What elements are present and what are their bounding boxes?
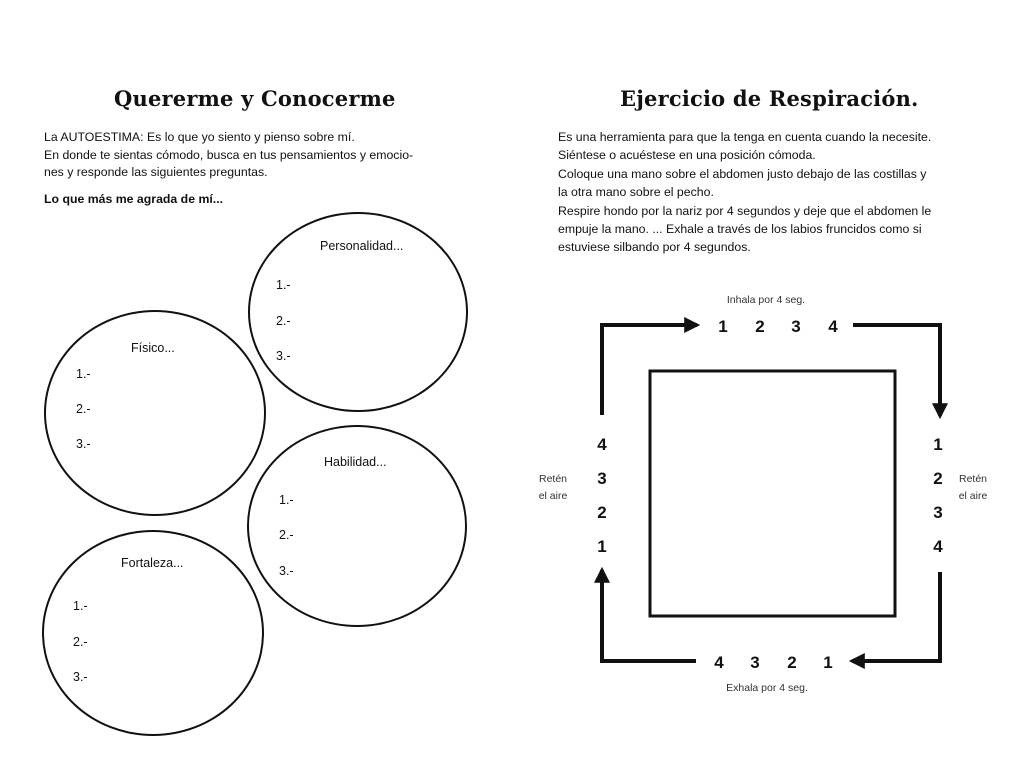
fortaleza-item-3: 3.- <box>73 670 88 684</box>
paragraph-line-2: Siéntese o acuéstese en una posición cómoda. <box>558 148 816 162</box>
paragraph-line-7: estuviese silbando por 4 segundos. <box>558 240 751 254</box>
intro-line-2: En donde te sientas cómodo, busca en tus pensamientos y emocio- <box>44 148 414 162</box>
right-count-1: 1 <box>933 435 943 454</box>
personalidad-item-2: 2.- <box>276 314 291 328</box>
intro-line-3: nes y responde las siguientes preguntas. <box>44 165 268 179</box>
fisico-item-3: 3.- <box>76 437 91 451</box>
bottom-count-1: 4 <box>714 653 724 672</box>
fisico-item-1: 1.- <box>76 367 91 381</box>
circle-label-fortaleza: Fortaleza... <box>121 556 184 570</box>
subheading: Lo que más me agrada de mí... <box>44 192 224 206</box>
paragraph-line-6: empuje la mano. ... Exhale a través de los labios fruncidos como si <box>558 222 922 236</box>
top-label: Inhala por 4 seg. <box>726 294 806 306</box>
fortaleza-item-1: 1.- <box>73 599 88 613</box>
left-page-title: Quererme y Conocerme <box>114 86 396 111</box>
habilidad-item-1: 1.- <box>279 493 294 507</box>
fortaleza-item-2: 2.- <box>73 635 88 649</box>
top-count-3: 3 <box>791 317 801 336</box>
circle-label-habilidad: Habilidad... <box>324 455 387 469</box>
bottom-label: Exhala por 4 seg. <box>726 682 808 694</box>
left-count-3: 2 <box>597 503 607 522</box>
right-count-4: 4 <box>933 537 943 556</box>
top-count-2: 2 <box>755 317 765 336</box>
top-count-1: 1 <box>718 317 728 336</box>
habilidad-item-3: 3.- <box>279 564 294 578</box>
bottom-count-4: 1 <box>823 653 833 672</box>
inner-square <box>650 371 895 616</box>
personalidad-item-3: 3.- <box>276 349 291 363</box>
bottom-count-3: 2 <box>787 653 797 672</box>
circle-label-personalidad: Personalidad... <box>320 239 404 253</box>
hold-left-line-2: el aire <box>538 490 568 502</box>
hold-right-line-1: Retén <box>958 473 988 485</box>
paragraph-line-1: Es una herramienta para que la tenga en cuenta cuando la necesite. <box>558 130 932 144</box>
intro-line-1: La AUTOESTIMA: Es lo que yo siento y pienso sobre mí. <box>44 130 355 144</box>
bottom-count-2: 3 <box>750 653 760 672</box>
paragraph-line-3: Coloque una mano sobre el abdomen justo debajo de las costillas y <box>558 167 927 181</box>
hold-left-line-1: Retén <box>538 473 568 485</box>
fisico-item-2: 2.- <box>76 402 91 416</box>
paragraph-line-4: la otra mano sobre el pecho. <box>558 185 714 199</box>
personalidad-item-1: 1.- <box>276 278 291 292</box>
circle-label-fisico: Físico... <box>131 341 175 355</box>
habilidad-item-2: 2.- <box>279 528 294 542</box>
right-count-3: 3 <box>933 503 943 522</box>
top-count-4: 4 <box>828 317 838 336</box>
paragraph-line-5: Respire hondo por la nariz por 4 segundos y deje que el abdomen le <box>558 204 932 218</box>
left-count-1: 4 <box>597 435 607 454</box>
right-page-title: Ejercicio de Respiración. <box>620 86 919 111</box>
hold-right-line-2: el aire <box>958 490 988 502</box>
left-count-4: 1 <box>597 537 607 556</box>
right-count-2: 2 <box>933 469 943 488</box>
left-count-2: 3 <box>597 469 607 488</box>
